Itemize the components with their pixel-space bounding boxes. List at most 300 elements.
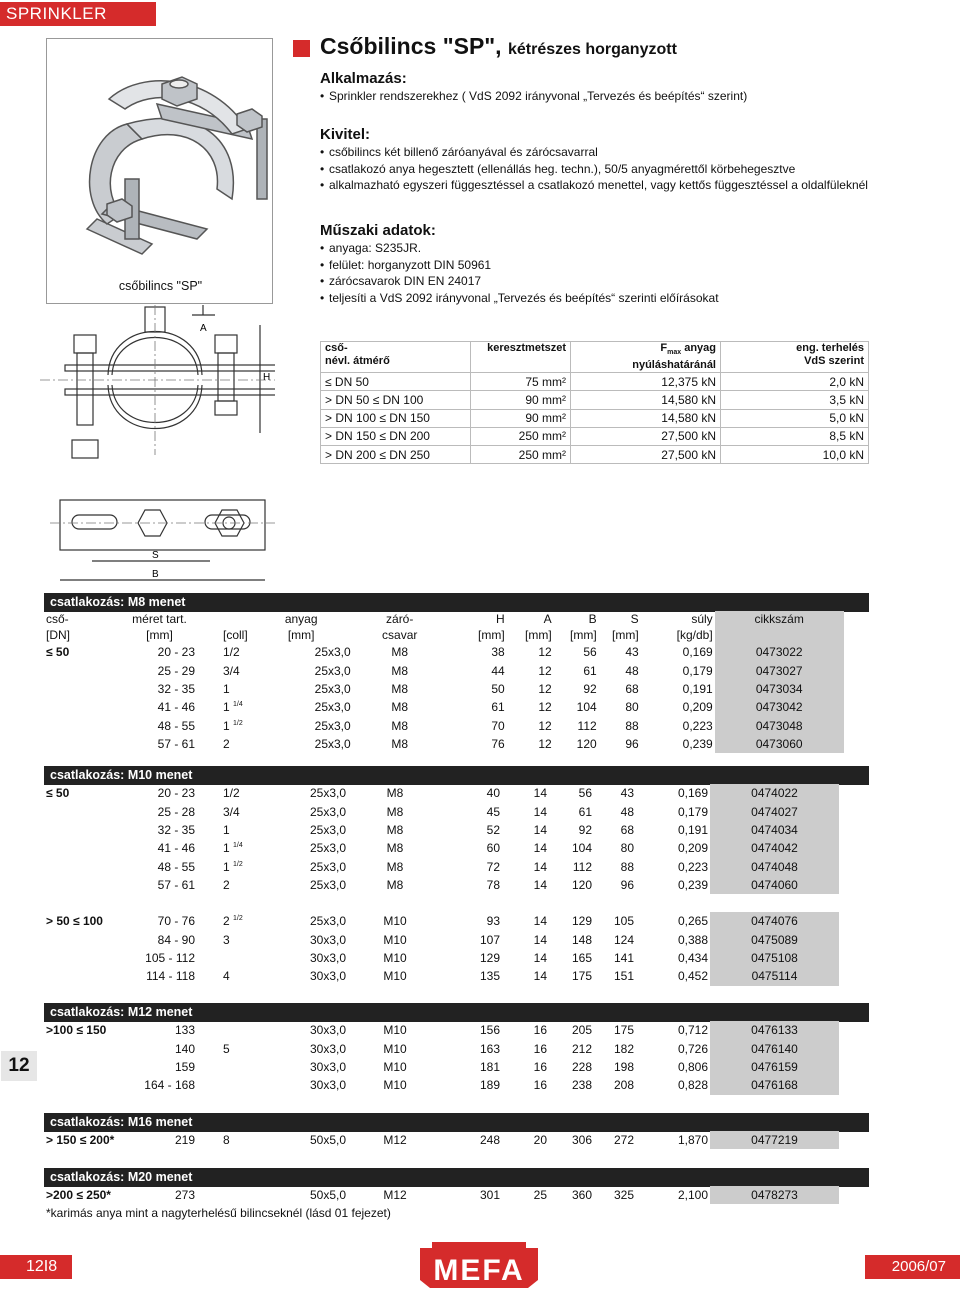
cell-b: 306 bbox=[571, 1133, 592, 1148]
cell-size-mm: 105 - 112 bbox=[145, 950, 195, 965]
cell-h: 70 bbox=[491, 718, 505, 733]
cell-a: 20 bbox=[533, 1133, 547, 1148]
column-header-size-mm: méret tart. bbox=[132, 611, 187, 626]
cell-bolt: M8 bbox=[386, 841, 404, 856]
cell-article-no: 0473022 bbox=[715, 643, 844, 661]
cell-size-inch: 2 $^{1/2}$ bbox=[223, 914, 243, 929]
spec-cell-load: 8,5 kN bbox=[721, 427, 869, 445]
cell-a: 12 bbox=[538, 681, 552, 696]
footnote: *karimás anya mint a nagyterhelésű bilincseknél (lásd 01 fejezet) bbox=[46, 1206, 391, 1220]
technical-data-section bbox=[320, 222, 880, 306]
cell-h: 156 bbox=[479, 1023, 500, 1038]
spec-row bbox=[321, 445, 869, 463]
cell-b: 205 bbox=[571, 1023, 592, 1038]
cell-bolt: M10 bbox=[383, 932, 407, 947]
cell-material: 50x5,0 bbox=[309, 1188, 346, 1203]
cell-dn bbox=[44, 1058, 122, 1076]
cell-article-no: 0475089 bbox=[710, 930, 839, 948]
cell-size-mm: 41 - 46 bbox=[157, 700, 195, 715]
cell-size-mm: 25 - 28 bbox=[157, 804, 195, 819]
design-heading: Kivitel: bbox=[320, 126, 371, 143]
cell-dn bbox=[44, 1039, 122, 1057]
cell-bolt: M8 bbox=[391, 663, 409, 678]
cell-size-inch: 1 bbox=[223, 681, 230, 696]
cell-h: 248 bbox=[479, 1133, 500, 1148]
cell-weight: 0,452 bbox=[677, 969, 708, 984]
cell-weight: 0,169 bbox=[677, 786, 708, 801]
cell-size-mm: 114 - 118 bbox=[146, 969, 195, 984]
spec-header-fmax bbox=[571, 342, 721, 373]
cell-bolt: M8 bbox=[386, 859, 404, 874]
cell-h: 78 bbox=[486, 878, 500, 893]
cell-size-inch: 2 bbox=[223, 878, 230, 893]
cell-dn bbox=[44, 876, 122, 894]
section-header: csatlakozás: M20 menet bbox=[44, 1168, 869, 1187]
cell-weight: 0,712 bbox=[677, 1023, 708, 1038]
cell-dn: >200 ≤ 250* bbox=[46, 1188, 111, 1203]
cell-a: 16 bbox=[533, 1023, 547, 1038]
spec-header-dn-line1: cső- bbox=[325, 342, 348, 354]
title-subtitle: kétrészes horganyzott bbox=[507, 41, 677, 58]
cell-s: 96 bbox=[620, 878, 634, 893]
cell-size-inch: 8 bbox=[223, 1133, 230, 1148]
cell-bolt: M10 bbox=[383, 1059, 407, 1074]
cell-h: 163 bbox=[479, 1041, 500, 1056]
column-header-b: B bbox=[588, 611, 597, 626]
cell-size-inch: 3/4 bbox=[223, 663, 240, 678]
cell-s: 88 bbox=[625, 718, 639, 733]
cell-a: 12 bbox=[538, 663, 552, 678]
cell-s: 48 bbox=[620, 804, 634, 819]
product-row bbox=[44, 784, 839, 802]
technical-data-heading: Műszaki adatok: bbox=[320, 222, 436, 239]
cell-article-no: 0474022 bbox=[710, 784, 839, 802]
cell-a: 25 bbox=[533, 1188, 547, 1203]
cell-weight: 0,239 bbox=[677, 878, 708, 893]
cell-weight: 0,223 bbox=[682, 718, 713, 733]
cell-article-no: 0473042 bbox=[715, 698, 844, 716]
product-row bbox=[44, 949, 839, 967]
column-header-bolt: csavar bbox=[382, 627, 418, 642]
cell-article-no: 0477219 bbox=[710, 1131, 839, 1149]
cell-weight: 0,828 bbox=[677, 1078, 708, 1093]
cell-b: 92 bbox=[583, 681, 597, 696]
spec-cell-fmax: 27,500 kN bbox=[571, 427, 721, 445]
cell-dn bbox=[44, 858, 122, 876]
cell-material: 30x3,0 bbox=[309, 1023, 346, 1038]
product-row bbox=[44, 1058, 839, 1076]
pipe-clamp-illustration bbox=[47, 39, 274, 269]
cell-size-inch: 3 bbox=[223, 932, 230, 947]
cell-article-no: 0476159 bbox=[710, 1058, 839, 1076]
cell-h: 44 bbox=[491, 663, 505, 678]
cell-weight: 0,726 bbox=[677, 1041, 708, 1056]
cell-size-mm: 41 - 46 bbox=[157, 841, 195, 856]
cell-h: 40 bbox=[486, 786, 500, 801]
cell-bolt: M10 bbox=[383, 1023, 407, 1038]
cell-material: 25x3,0 bbox=[314, 663, 351, 678]
product-row bbox=[44, 717, 844, 735]
cell-article-no: 0473060 bbox=[715, 735, 844, 753]
cell-a: 14 bbox=[533, 878, 547, 893]
product-table bbox=[44, 611, 844, 753]
product-table bbox=[44, 784, 839, 894]
spec-cell-section: 250 mm² bbox=[471, 427, 571, 445]
spec-row bbox=[321, 373, 869, 391]
section-header: csatlakozás: M8 menet bbox=[44, 593, 869, 612]
column-header-row bbox=[44, 627, 844, 643]
cell-size-inch bbox=[197, 1186, 245, 1204]
application-section bbox=[320, 70, 880, 105]
cell-s: 208 bbox=[613, 1078, 634, 1093]
product-row bbox=[44, 821, 839, 839]
cell-article-no: 0476168 bbox=[710, 1076, 839, 1094]
cell-size-mm: 159 bbox=[174, 1059, 195, 1074]
product-table bbox=[44, 1021, 839, 1095]
cell-weight: 2,100 bbox=[677, 1188, 708, 1203]
cell-weight: 0,388 bbox=[677, 932, 708, 947]
cell-a: 12 bbox=[538, 737, 552, 752]
cell-h: 135 bbox=[479, 969, 500, 984]
cell-b: 120 bbox=[576, 737, 597, 752]
cell-material: 30x3,0 bbox=[309, 950, 346, 965]
spec-cell-load: 2,0 kN bbox=[721, 373, 869, 391]
cell-article-no: 0473048 bbox=[715, 717, 844, 735]
cell-weight: 0,223 bbox=[677, 859, 708, 874]
product-row bbox=[44, 967, 839, 985]
spec-header-fmax-line2: nyúláshatáránál bbox=[632, 359, 716, 372]
chapter-tab: 12 bbox=[1, 1051, 37, 1081]
cell-size-inch: 5 bbox=[223, 1041, 230, 1056]
cell-article-no: 0474060 bbox=[710, 876, 839, 894]
cell-article-no: 0474048 bbox=[710, 858, 839, 876]
cell-weight: 0,191 bbox=[682, 681, 713, 696]
cell-article-no: 0474027 bbox=[710, 802, 839, 820]
technical-drawing-top bbox=[40, 495, 275, 595]
cell-size-mm: 57 - 61 bbox=[157, 878, 195, 893]
product-row bbox=[44, 1131, 839, 1149]
cell-b: 120 bbox=[571, 878, 592, 893]
column-header-weight: [kg/db] bbox=[676, 627, 713, 642]
cell-size-inch: 1/2 bbox=[223, 645, 240, 660]
cell-b: 175 bbox=[571, 969, 592, 984]
cell-size-inch: 2 bbox=[223, 737, 230, 752]
spec-cell-load: 5,0 kN bbox=[721, 409, 869, 427]
cell-dn bbox=[44, 967, 122, 985]
cell-size-inch: 1 $^{1/2}$ bbox=[223, 718, 243, 733]
cell-s: 88 bbox=[620, 859, 634, 874]
spec-cell-dn: > DN 150 ≤ DN 200 bbox=[321, 427, 471, 445]
cell-h: 50 bbox=[491, 681, 505, 696]
cell-a: 14 bbox=[533, 859, 547, 874]
cell-article-no: 0475108 bbox=[710, 949, 839, 967]
cell-a: 12 bbox=[538, 645, 552, 660]
cell-b: 104 bbox=[576, 700, 597, 715]
cell-weight: 0,209 bbox=[682, 700, 713, 715]
product-row bbox=[44, 1021, 839, 1039]
cell-b: 228 bbox=[571, 1059, 592, 1074]
title-main: Csőbilincs "SP", bbox=[320, 33, 502, 59]
cell-s: 43 bbox=[625, 645, 639, 660]
spec-header-row bbox=[321, 342, 869, 373]
cell-size-inch: 1 $^{1/2}$ bbox=[223, 859, 243, 874]
product-row bbox=[44, 735, 844, 753]
technical-item: • teljesíti a VdS 2092 irányvonal „Tervezés és beépítés“ szerinti előírásokat bbox=[320, 290, 880, 307]
design-item: • csatlakozó anya hegesztett (ellenállás heg. techn.), 50/5 anyagmérettől körbehegesztve bbox=[320, 161, 880, 178]
column-header-material: anyag bbox=[284, 611, 318, 626]
product-row bbox=[44, 839, 839, 857]
product-row bbox=[44, 1076, 839, 1094]
cell-dn bbox=[44, 735, 122, 753]
cell-weight: 0,806 bbox=[677, 1059, 708, 1074]
spec-cell-dn: > DN 100 ≤ DN 150 bbox=[321, 409, 471, 427]
cell-s: 182 bbox=[613, 1041, 634, 1056]
technical-item: • zárócsavarok DIN EN 24017 bbox=[320, 273, 880, 290]
cell-a: 16 bbox=[533, 1059, 547, 1074]
cell-material: 25x3,0 bbox=[314, 681, 351, 696]
spec-cell-section: 250 mm² bbox=[471, 445, 571, 463]
column-header-article-no: cikkszám bbox=[715, 611, 844, 627]
cell-s: 175 bbox=[613, 1023, 634, 1038]
cell-bolt: M12 bbox=[383, 1133, 407, 1148]
spec-header-fmax-f: F bbox=[660, 342, 668, 354]
cell-s: 124 bbox=[613, 932, 634, 947]
product-table bbox=[44, 1186, 839, 1204]
edition-date: 2006/07 bbox=[865, 1255, 960, 1279]
cell-size-mm: 273 bbox=[174, 1188, 195, 1203]
cell-size-mm: 57 - 61 bbox=[157, 737, 195, 752]
cell-bolt: M8 bbox=[391, 645, 409, 660]
cell-a: 14 bbox=[533, 914, 547, 929]
cell-h: 52 bbox=[486, 822, 500, 837]
cell-dn bbox=[44, 698, 122, 716]
column-header-dn: cső- bbox=[46, 611, 69, 626]
cell-size-mm: 32 - 35 bbox=[157, 681, 195, 696]
product-photo-frame bbox=[46, 38, 273, 304]
cell-material: 30x3,0 bbox=[309, 969, 346, 984]
spec-header-dn bbox=[321, 342, 471, 373]
column-header-size-inch: [coll] bbox=[223, 627, 248, 642]
cell-a: 14 bbox=[533, 786, 547, 801]
cell-bolt: M8 bbox=[391, 700, 409, 715]
cell-dn bbox=[44, 821, 122, 839]
cell-weight: 0,179 bbox=[677, 804, 708, 819]
cell-a: 14 bbox=[533, 822, 547, 837]
cell-material: 25x3,0 bbox=[309, 786, 346, 801]
cell-article-no: 0476133 bbox=[710, 1021, 839, 1039]
cell-article-no: 0474076 bbox=[710, 912, 839, 930]
cell-a: 16 bbox=[533, 1078, 547, 1093]
photo-caption: csőbilincs "SP" bbox=[118, 279, 203, 293]
spec-cell-load: 3,5 kN bbox=[721, 391, 869, 409]
application-item: • Sprinkler rendszerekhez ( VdS 2092 irányvonal „Tervezés és beépítés“ szerint) bbox=[320, 88, 880, 105]
cell-dn bbox=[44, 680, 122, 698]
column-header-bolt: záró- bbox=[386, 611, 414, 626]
column-header-b: [mm] bbox=[570, 627, 597, 642]
product-row bbox=[44, 643, 844, 661]
cell-material: 25x3,0 bbox=[309, 841, 346, 856]
cell-bolt: M8 bbox=[391, 737, 409, 752]
cell-material: 25x3,0 bbox=[309, 878, 346, 893]
dimension-label-b: B bbox=[152, 569, 159, 580]
spec-cell-section: 75 mm² bbox=[471, 373, 571, 391]
cell-material: 25x3,0 bbox=[309, 804, 346, 819]
cell-b: 212 bbox=[571, 1041, 592, 1056]
product-table bbox=[44, 1131, 839, 1149]
cell-material: 50x5,0 bbox=[309, 1133, 346, 1148]
cell-dn: ≤ 50 bbox=[46, 645, 70, 660]
section-header: csatlakozás: M12 menet bbox=[44, 1003, 869, 1022]
cell-b: 165 bbox=[571, 950, 592, 965]
spec-cell-fmax: 14,580 kN bbox=[571, 391, 721, 409]
cell-article-no: 0475114 bbox=[710, 967, 839, 985]
cell-b: 112 bbox=[577, 718, 597, 733]
product-row bbox=[44, 802, 839, 820]
cell-s: 80 bbox=[625, 700, 639, 715]
cell-material: 30x3,0 bbox=[309, 1041, 346, 1056]
page-number: 12I8 bbox=[0, 1255, 72, 1279]
application-heading: Alkalmazás: bbox=[320, 70, 407, 87]
cell-article-no: 0474034 bbox=[710, 821, 839, 839]
cell-s: 80 bbox=[620, 841, 634, 856]
spec-cell-dn: > DN 50 ≤ DN 100 bbox=[321, 391, 471, 409]
cell-a: 14 bbox=[533, 841, 547, 856]
cell-material: 25x3,0 bbox=[309, 822, 346, 837]
cell-material: 25x3,0 bbox=[314, 700, 351, 715]
mefa-logo-text: MEFA bbox=[433, 1254, 525, 1287]
column-header-a: [mm] bbox=[525, 627, 552, 642]
cell-size-mm: 164 - 168 bbox=[144, 1078, 195, 1093]
design-item: • csőbilincs két billenő záróanyával és zárócsavarral bbox=[320, 144, 880, 161]
cell-article-no: 0478273 bbox=[710, 1186, 839, 1204]
product-table bbox=[44, 912, 839, 986]
cell-size-mm: 25 - 29 bbox=[157, 663, 195, 678]
cell-material: 30x3,0 bbox=[309, 1078, 346, 1093]
column-header-weight: súly bbox=[691, 611, 713, 626]
cell-bolt: M12 bbox=[383, 1188, 407, 1203]
cell-weight: 0,191 bbox=[677, 822, 708, 837]
page-title bbox=[320, 33, 677, 60]
column-header-material: [mm] bbox=[287, 627, 315, 642]
cell-h: 181 bbox=[479, 1059, 500, 1074]
cell-weight: 0,169 bbox=[682, 645, 713, 660]
cell-article-no: 0473027 bbox=[715, 661, 844, 679]
column-header-size-inch bbox=[197, 611, 250, 627]
cell-h: 93 bbox=[486, 914, 500, 929]
cell-h: 189 bbox=[479, 1078, 500, 1093]
spec-row bbox=[321, 391, 869, 409]
cell-size-mm: 48 - 55 bbox=[157, 859, 195, 874]
cell-size-mm: 20 - 23 bbox=[157, 645, 195, 660]
column-header-h: H bbox=[496, 611, 505, 626]
cell-a: 14 bbox=[533, 804, 547, 819]
cell-weight: 0,239 bbox=[682, 737, 713, 752]
spec-header-load bbox=[721, 342, 869, 373]
cell-bolt: M8 bbox=[391, 718, 409, 733]
cell-dn: >100 ≤ 150 bbox=[46, 1023, 107, 1038]
spec-cell-fmax: 27,500 kN bbox=[571, 445, 721, 463]
cell-size-inch: 1/2 bbox=[223, 786, 240, 801]
cell-h: 60 bbox=[486, 841, 500, 856]
cell-h: 72 bbox=[486, 859, 500, 874]
cell-b: 92 bbox=[578, 822, 592, 837]
spec-header-dn-line2: névl. átmérő bbox=[325, 355, 390, 367]
spec-header-load-line1: eng. terhelés bbox=[796, 342, 864, 354]
cell-size-inch: 3/4 bbox=[223, 804, 240, 819]
cell-bolt: M8 bbox=[386, 786, 404, 801]
cell-bolt: M10 bbox=[383, 914, 407, 929]
cell-article-no: 0476140 bbox=[710, 1039, 839, 1057]
cell-material: 25x3,0 bbox=[314, 737, 351, 752]
cell-b: 112 bbox=[572, 859, 592, 874]
cell-size-inch bbox=[197, 1058, 245, 1076]
column-header-article-no bbox=[715, 627, 844, 643]
cell-bolt: M8 bbox=[386, 822, 404, 837]
cell-b: 148 bbox=[571, 932, 592, 947]
cell-h: 107 bbox=[479, 932, 500, 947]
spec-cell-load: 10,0 kN bbox=[721, 445, 869, 463]
spec-cell-dn: ≤ DN 50 bbox=[321, 373, 471, 391]
technical-item: • felület: horganyzott DIN 50961 bbox=[320, 257, 880, 274]
section-header: csatlakozás: M16 menet bbox=[44, 1113, 869, 1132]
cell-b: 238 bbox=[571, 1078, 592, 1093]
cell-dn: > 50 ≤ 100 bbox=[46, 914, 103, 929]
column-header-s: [mm] bbox=[612, 627, 639, 642]
cell-bolt: M10 bbox=[383, 950, 407, 965]
column-header-s: S bbox=[630, 611, 639, 626]
cell-dn bbox=[44, 839, 122, 857]
product-row bbox=[44, 858, 839, 876]
spec-cell-section: 90 mm² bbox=[471, 409, 571, 427]
column-header-h: [mm] bbox=[478, 627, 505, 642]
cell-bolt: M10 bbox=[383, 1041, 407, 1056]
cell-weight: 0,209 bbox=[677, 841, 708, 856]
cell-b: 56 bbox=[578, 786, 592, 801]
cell-a: 12 bbox=[538, 700, 552, 715]
cell-dn bbox=[44, 949, 122, 967]
spec-header-section: keresztmetszet bbox=[471, 342, 571, 373]
dimension-label-s: S bbox=[152, 550, 159, 561]
cell-s: 96 bbox=[625, 737, 639, 752]
cell-size-mm: 219 bbox=[174, 1133, 195, 1148]
product-row bbox=[44, 661, 844, 679]
cell-s: 325 bbox=[613, 1188, 634, 1203]
cell-a: 14 bbox=[533, 932, 547, 947]
spec-cell-fmax: 14,580 kN bbox=[571, 409, 721, 427]
technical-item: • anyaga: S235JR. bbox=[320, 240, 880, 257]
section-banner: SPRINKLER bbox=[0, 2, 156, 26]
spec-row bbox=[321, 427, 869, 445]
cell-dn: ≤ 50 bbox=[46, 786, 70, 801]
cell-h: 45 bbox=[486, 804, 500, 819]
spec-cell-dn: > DN 200 ≤ DN 250 bbox=[321, 445, 471, 463]
column-header-size-mm: [mm] bbox=[146, 627, 173, 642]
column-header-dn: [DN] bbox=[46, 627, 70, 642]
cell-bolt: M8 bbox=[386, 804, 404, 819]
cell-bolt: M10 bbox=[383, 1078, 407, 1093]
spec-header-fmax-sub: max bbox=[667, 349, 682, 357]
cell-h: 76 bbox=[491, 737, 505, 752]
cell-article-no: 0474042 bbox=[710, 839, 839, 857]
cell-s: 48 bbox=[625, 663, 639, 678]
cell-weight: 0,179 bbox=[682, 663, 713, 678]
cell-s: 151 bbox=[613, 969, 634, 984]
cell-material: 30x3,0 bbox=[309, 1059, 346, 1074]
cell-size-mm: 84 - 90 bbox=[157, 932, 195, 947]
cell-size-mm: 140 bbox=[174, 1041, 195, 1056]
dimension-label-a: A bbox=[200, 323, 207, 334]
cell-bolt: M10 bbox=[383, 969, 407, 984]
